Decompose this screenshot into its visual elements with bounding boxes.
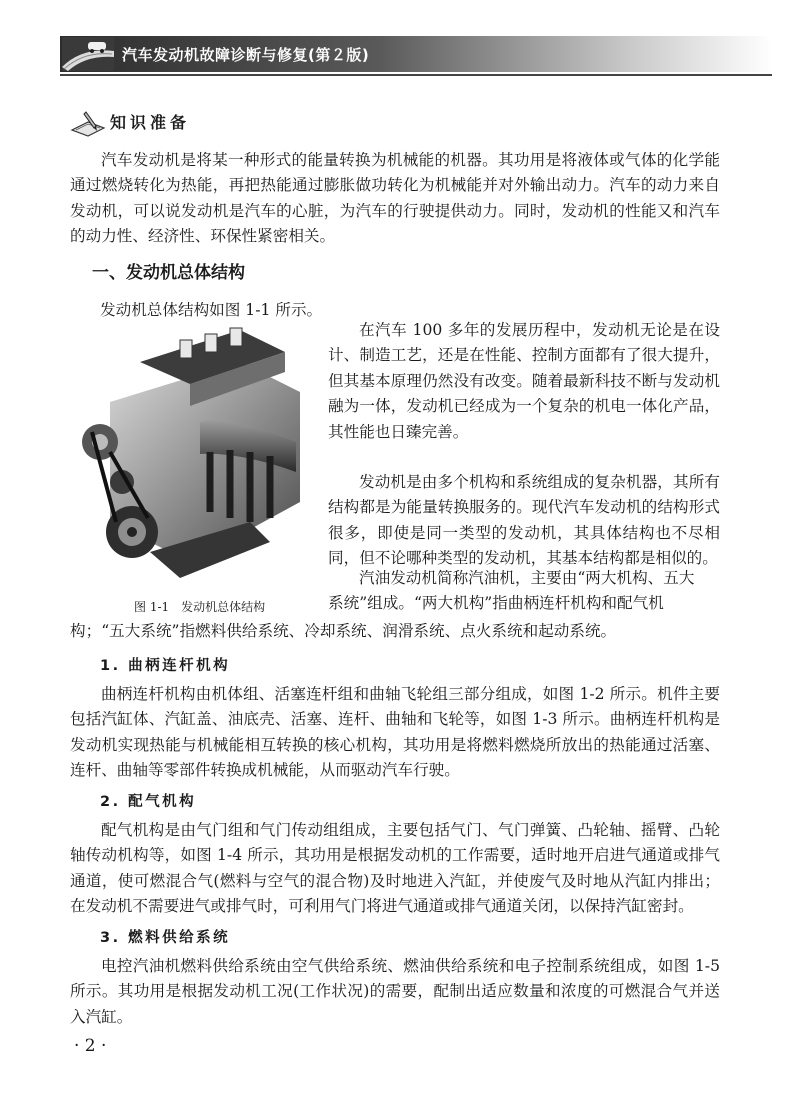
subsection-heading-crank: 1. 曲柄连杆机构 xyxy=(100,658,231,674)
crank-paragraph: 曲柄连杆机构由机体组、活塞连杆组和曲轴飞轮组三部分组成，如图 1-2 所示。机件主要包括汽缸体、汽缸盖、油底壳、活塞、连杆、曲轴和飞轮等，如图 1-3 所示。曲柄连杆机构是发动机实现热能与机械能相互转换的核心机构，其功用是将燃料燃烧所放出的热能通过活塞、连杆、曲轴等零部件转换成机械能，从而驱动汽车行驶。 xyxy=(70,685,720,780)
figure-caption: 图 1-1 发动机总体结构 xyxy=(134,600,266,614)
engine-image xyxy=(70,322,320,588)
page-number: · 2 · xyxy=(74,1036,107,1056)
right-column-paragraph-3-line-1: 汽油发动机简称汽油机，主要由“两大机构、五大 xyxy=(359,569,695,587)
book-title: 汽车发动机故障诊断与修复(第２版) xyxy=(122,46,370,64)
valvetrain-paragraph: 配气机构是由气门组和气门传动组组成，主要包括气门、气门弹簧、凸轮轴、摇臂、凸轮轴传动机构等，如图 1-4 所示，其功用是根据发动机的工作需要，适时地开启进气通道或排气通道，使可燃混合气(燃料与空气的混合物)及时地进入汽缸，并使废气及时地从汽缸内排出；在发动机不需要进气或排气时，可利用气门将进气通道或排气通道关闭，以保持汽缸密封。 xyxy=(70,821,720,916)
header-rule xyxy=(60,74,772,76)
section-title-knowledge: 知识准备 xyxy=(110,113,191,132)
right-column-paragraph-2: 发动机是由多个机构和系统组成的复杂机器，其所有结构都是为能量转换服务的。现代汽车发动机的结构形式很多，即使是同一类型的发动机，其具体结构也不尽相同，但不论哪种类型的发动机，其基本结构都是相似的。 xyxy=(328,473,720,568)
subsection-heading-valvetrain: 2. 配气机构 xyxy=(100,794,197,810)
section-heading-engine-structure: 一、发动机总体结构 xyxy=(92,263,245,283)
figure-reference-line: 发动机总体结构如图 1-1 所示。 xyxy=(100,301,323,319)
fuel-paragraph: 电控汽油机燃料供给系统由空气供给系统、燃油供给系统和电子控制系统组成，如图 1-5 所示。其功用是根据发动机工况(工作状况)的需要，配制出适应数量和浓度的可燃混合气并送入汽缸。 xyxy=(70,957,720,1026)
subsection-heading-fuel: 3. 燃料供给系统 xyxy=(100,930,231,946)
paragraph-3-continuation: 构；“五大系统”指燃料供给系统、冷却系统、润滑系统、点火系统和起动系统。 xyxy=(70,622,617,640)
right-column-paragraph-1: 在汽车 100 多年的发展历程中，发动机无论是在设计、制造工艺，还是在性能、控制方面都有了很大提升，但其基本原理仍然没有改变。随着最新科技不断与发动机融为一体，发动机已经成为一个复杂的机电一体化产品，其性能也日臻完善。 xyxy=(328,321,720,441)
right-column-paragraph-3-line-2: 系统”组成。“两大机构”指曲柄连杆机构和配气机 xyxy=(328,594,664,612)
car-road-logo-icon xyxy=(62,37,114,71)
intro-paragraph: 汽车发动机是将某一种形式的能量转换为机械能的机器。其功用是将液体或气体的化学能通过燃烧转化为热能，再把热能通过膨胀做功转化为机械能并对外输出动力。汽车的动力来自发动机，可以说发动机是汽车的心脏，为汽车的行驶提供动力。同时，发动机的性能又和汽车的动力性、经济性、环保性紧密相关。 xyxy=(70,151,720,246)
pen-and-paper-icon xyxy=(70,108,106,138)
